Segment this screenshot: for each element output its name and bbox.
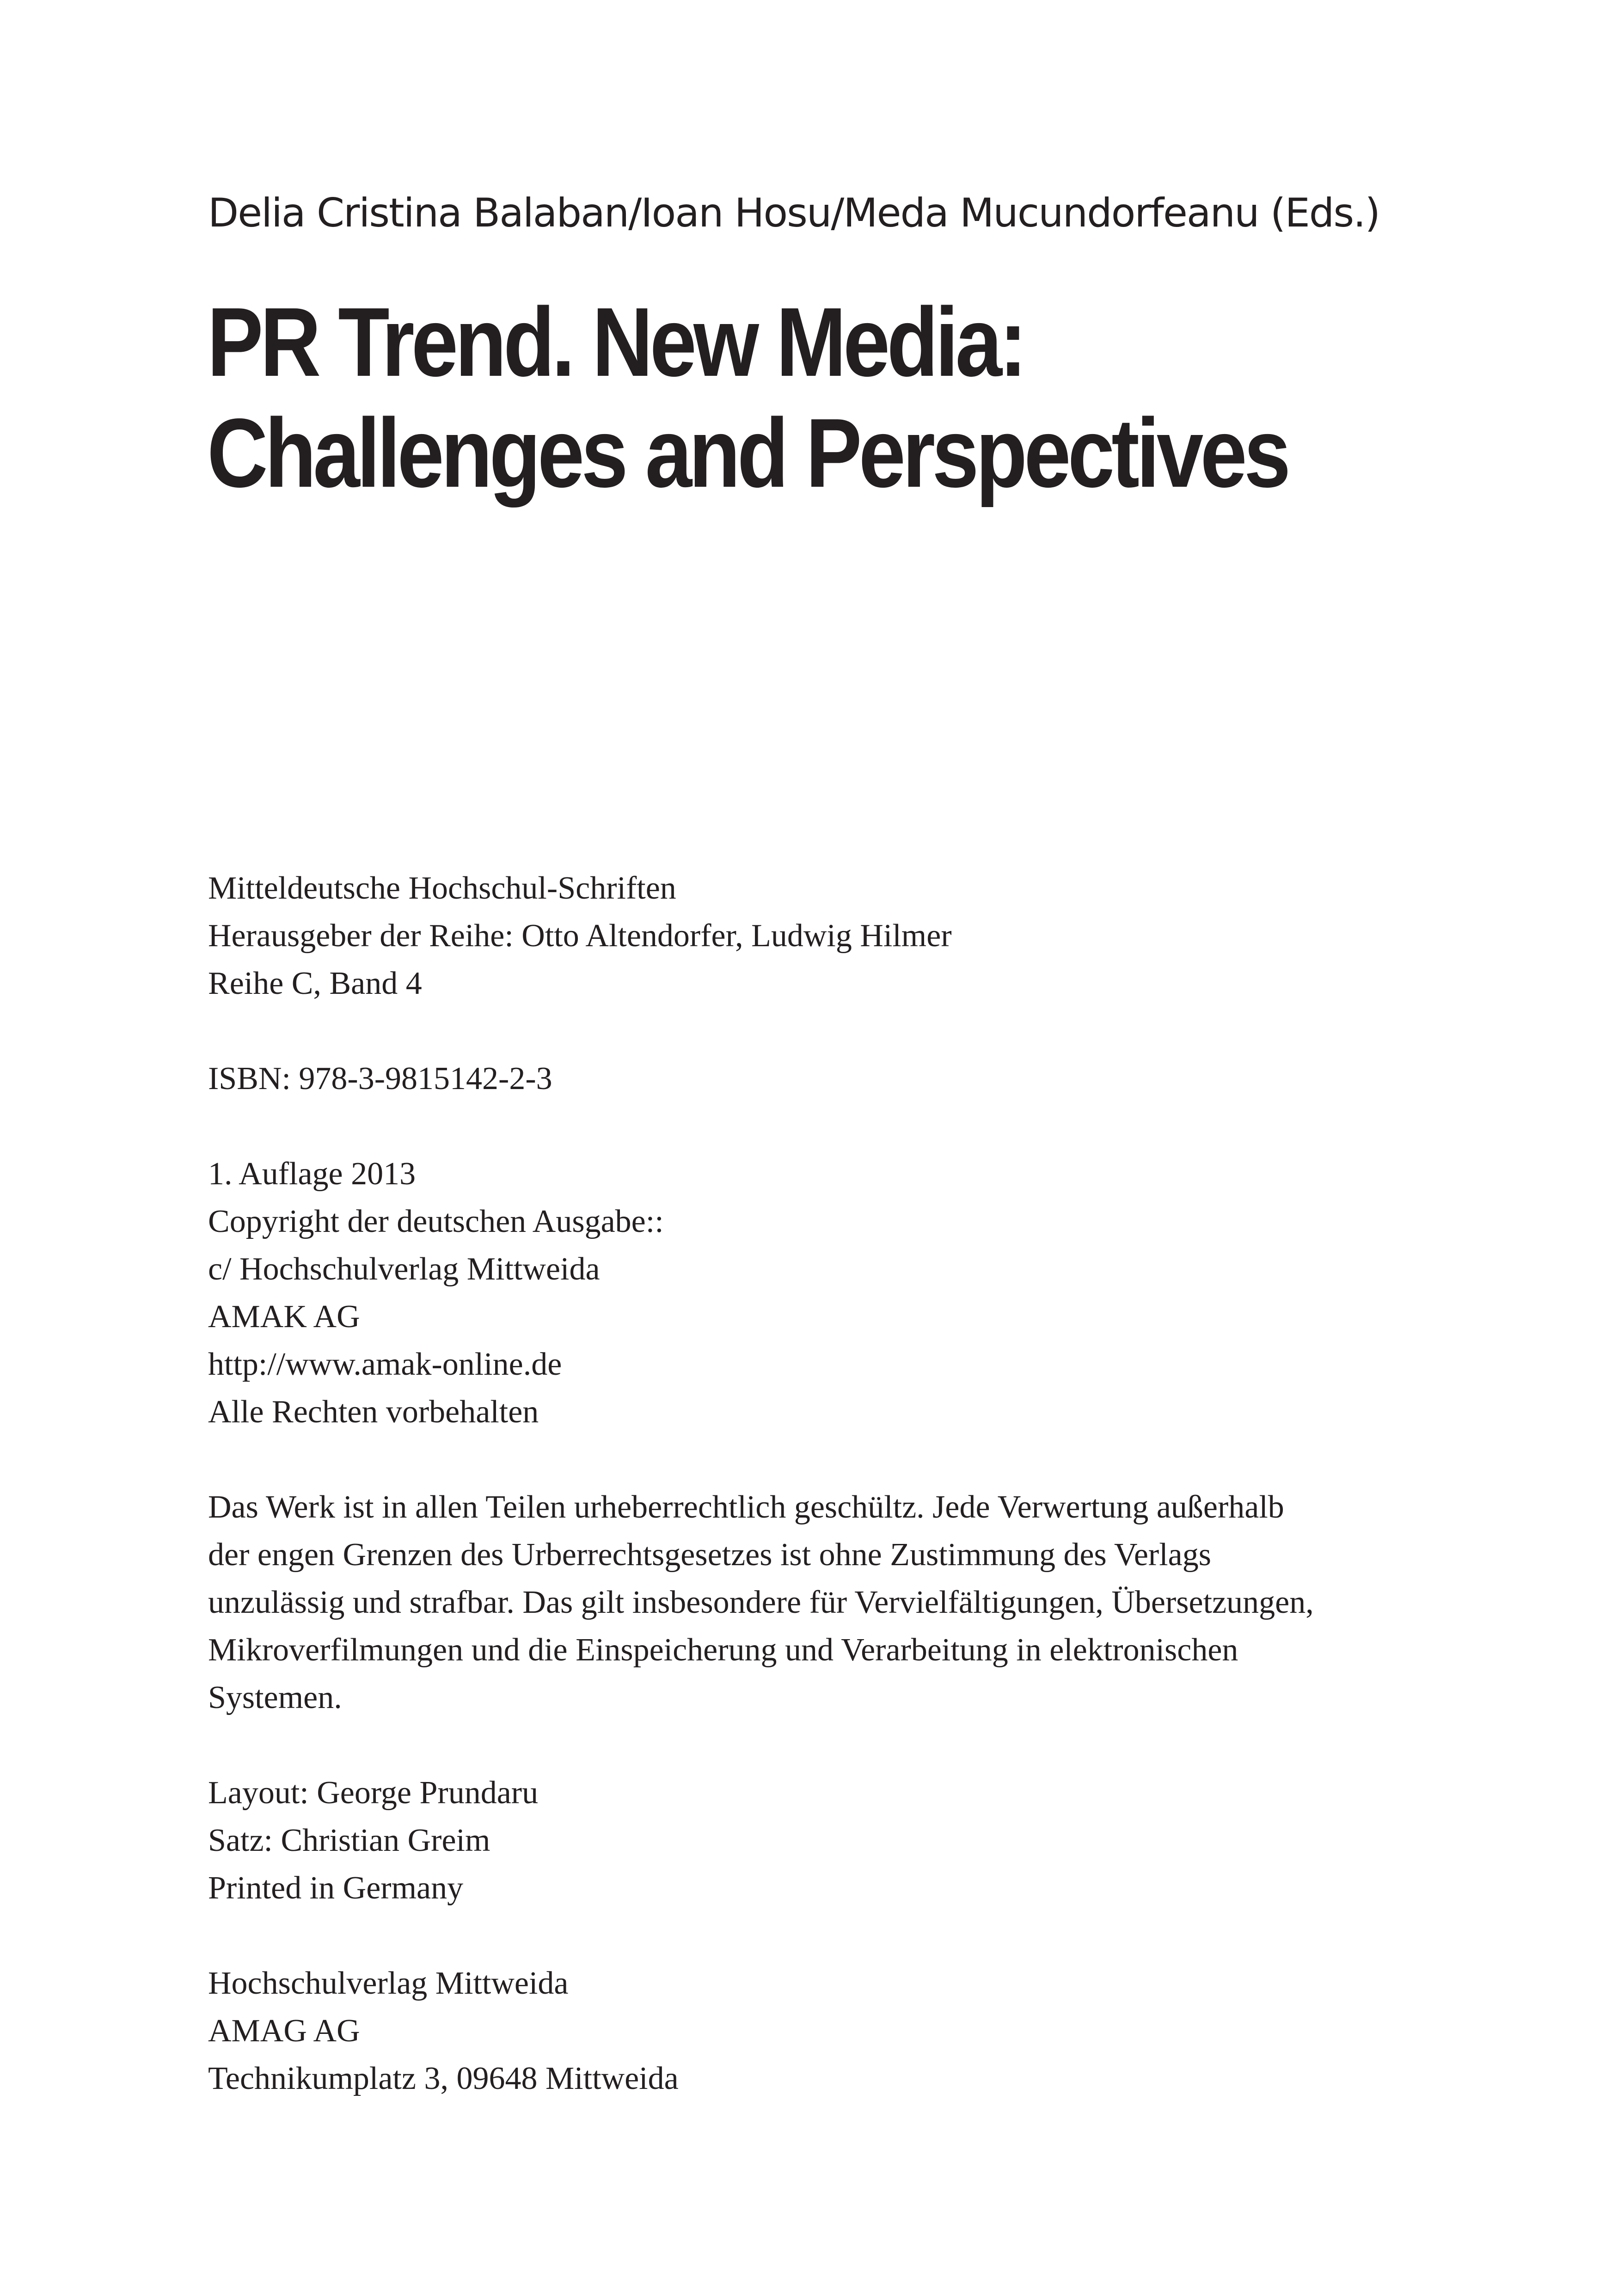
publisher-name: Hochschulverlag Mittweida: [208, 1965, 569, 2001]
series-volume: Reihe C, Band 4: [208, 966, 422, 1001]
series-name: Mitteldeutsche Hochschul-Schriften: [208, 870, 676, 906]
legal-line-4: Mikroverfilmungen und die Einspeicherung und Verarbeitung in elektronischen: [208, 1632, 1238, 1668]
typesetting-credit: Satz: Christian Greim: [208, 1823, 490, 1858]
legal-notice: [208, 1483, 1456, 1721]
series-editors: Herausgeber der Reihe: Otto Altendorfer, Ludwig Hilmer: [208, 918, 952, 954]
book-title-line-2: Challenges and Perspectives: [207, 398, 1288, 508]
editors-line: Delia Cristina Balaban/Ioan Hosu/Meda Mucundorfeanu (Eds.): [208, 190, 1380, 236]
edition-year: 1. Auflage 2013: [208, 1156, 416, 1192]
legal-line-2: der engen Grenzen des Urberrechtsgesetzes ist ohne Zustimmung des Verlags: [208, 1537, 1211, 1573]
legal-line-5: Systemen.: [208, 1680, 342, 1715]
copyright-holder: c/ Hochschulverlag Mittweida: [208, 1251, 600, 1287]
publisher-address: [208, 1959, 1456, 2102]
layout-credit: Layout: George Prundaru: [208, 1775, 539, 1811]
copyright-label: Copyright der deutschen Ausgabe::: [208, 1204, 664, 1239]
printed-in: Printed in Germany: [208, 1870, 464, 1906]
book-title-line-1: PR Trend. New Media:: [207, 287, 1024, 397]
copyright-company: AMAK AG: [208, 1299, 360, 1335]
legal-line-1: Das Werk ist in allen Teilen urheberrechtlich geschültz. Jede Verwertung außerhalb: [208, 1489, 1284, 1525]
legal-line-3: unzulässig und strafbar. Das gilt insbesondere für Vervielfältigungen, Übersetzungen,: [208, 1585, 1314, 1620]
isbn-block: [208, 1055, 1456, 1102]
edition-block: [208, 1150, 1456, 1436]
publisher-url: http://www.amak-online.de: [208, 1347, 562, 1382]
isbn: ISBN: 978-3-9815142-2-3: [208, 1061, 552, 1096]
series-block: [208, 864, 1456, 1007]
credits-block: [208, 1769, 1456, 1912]
imprint-body: [208, 864, 1456, 2150]
publisher-street: Technikumplatz 3, 09648 Mittweida: [208, 2061, 679, 2096]
publisher-company: AMAG AG: [208, 2013, 360, 2049]
book-title: [207, 287, 1287, 508]
rights-reserved: Alle Rechten vorbehalten: [208, 1394, 539, 1430]
